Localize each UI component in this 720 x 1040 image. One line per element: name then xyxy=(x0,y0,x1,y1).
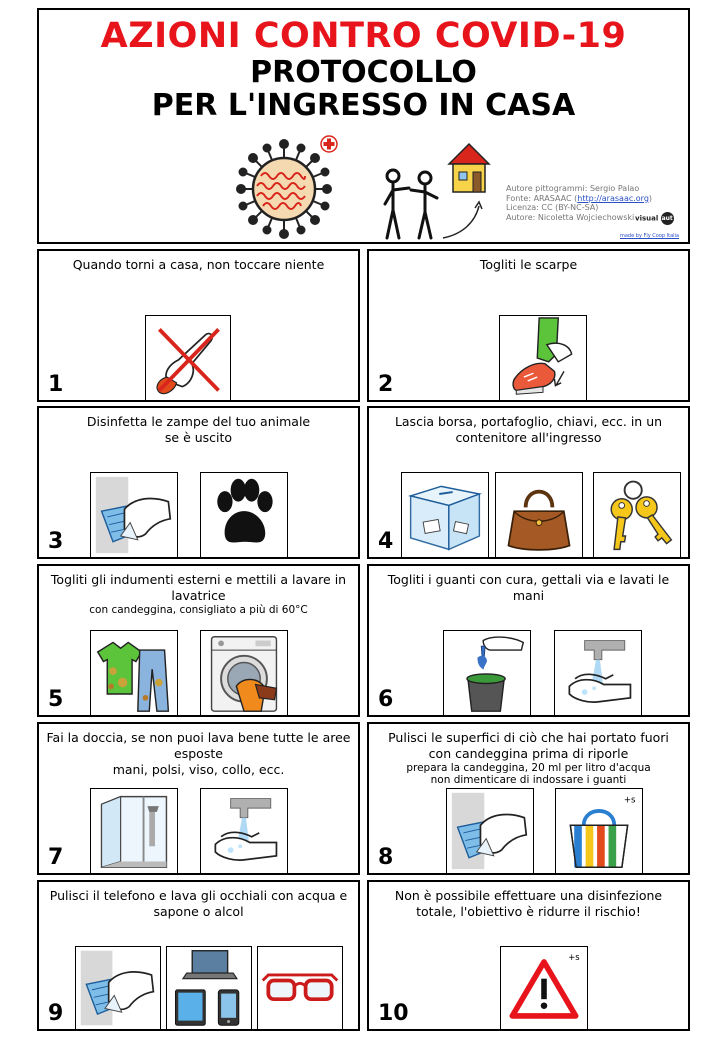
step-panel-9 xyxy=(37,880,360,1031)
step-panel-4 xyxy=(367,406,690,559)
step-9-text: Pulisci il telefono e lava gli occhiali con acqua e sapone o alcol xyxy=(49,888,348,919)
subtitle-line-1: PROTOCOLLO xyxy=(250,55,477,90)
step-9-number: 9 xyxy=(48,1001,64,1026)
wiping-hand-icon xyxy=(75,946,161,1030)
step-4-text: Lascia borsa, portafoglio, chiavi, ecc. in un contenitore all'ingresso xyxy=(394,414,663,445)
step-7-number: 7 xyxy=(48,845,64,870)
step-7-text: Fai la doccia, se non puoi lava bene tutte le aree esposte mani, polsi, viso, collo, ecc. xyxy=(46,730,351,777)
step-1-text: Quando torni a casa, non toccare niente xyxy=(72,257,325,272)
subtitle xyxy=(39,56,688,122)
paw-print-icon xyxy=(200,472,288,558)
step-panel-7 xyxy=(37,722,360,875)
hand-crossed-out-icon xyxy=(145,315,231,401)
logo-badge: aut xyxy=(661,212,674,225)
wiping-hand-icon xyxy=(446,788,534,874)
shower-icon xyxy=(90,788,178,874)
step-2-number: 2 xyxy=(378,372,394,397)
step-2-text: Togliti le scarpe xyxy=(479,257,578,272)
credits-line-license: Licenza: CC (BY-NC-SA) xyxy=(506,203,599,213)
step-8-number: 8 xyxy=(378,845,394,870)
step-panel-2 xyxy=(367,249,690,402)
dirty-clothes-icon xyxy=(90,630,178,716)
header-panel xyxy=(37,8,690,244)
credits-line-author: Autore pittogrammi: Sergio Palao xyxy=(506,184,640,193)
step-8-text: Pulisci le superfici di ciò che hai portato fuori con candeggina prima di riporle prepara la candeggina, 20 ml per litro d'acqua non dimenticare di indossare i guanti xyxy=(388,730,669,786)
step-5-text: Togliti gli indumenti esterni e mettili a lavare in lavatrice con candeggina, consigliato a più di 60°C xyxy=(50,572,347,616)
hand-washing-icon xyxy=(554,630,642,716)
container-box-icon xyxy=(401,472,489,558)
red-cross-icon xyxy=(320,135,338,153)
step-1-number: 1 xyxy=(48,372,64,397)
step-panel-10 xyxy=(367,880,690,1031)
step-3-number: 3 xyxy=(48,529,64,554)
washing-machine-icon xyxy=(200,630,288,716)
step-panel-8 xyxy=(367,722,690,875)
handbag-icon xyxy=(495,472,583,558)
main-title: AZIONI CONTRO COVID-19 xyxy=(100,16,627,56)
glasses-icon xyxy=(257,946,343,1030)
svg-text:+s: +s xyxy=(568,952,580,963)
step-6-number: 6 xyxy=(378,687,394,712)
glove-in-bin-icon xyxy=(443,630,531,716)
step-5-number: 5 xyxy=(48,687,64,712)
people-entering-house-icon xyxy=(379,134,499,242)
credits-block xyxy=(506,184,652,222)
step-3-text: Disinfetta le zampe del tuo animale se è uscito xyxy=(86,414,311,445)
wiping-hand-icon xyxy=(90,472,178,558)
made-by-link[interactable]: made by Fly Coop Italia xyxy=(620,233,680,239)
credits-line-source: Fonte: ARASAAC (http://arasaac.org) xyxy=(506,193,653,203)
step-4-number: 4 xyxy=(378,529,394,554)
visualfor-logo: visual aut xyxy=(635,212,674,225)
hand-washing-icon xyxy=(200,788,288,874)
step-10-number: 10 xyxy=(378,1001,409,1026)
arasaac-link[interactable]: http://arasaac.org xyxy=(577,193,649,203)
keys-icon xyxy=(593,472,681,558)
step-6-text: Togliti i guanti con cura, gettali via e lavati le mani xyxy=(387,572,670,603)
svg-text:+s: +s xyxy=(623,795,636,806)
step-panel-6 xyxy=(367,564,690,717)
credits-line-editor: Autore: Nicoletta Wojciechowski xyxy=(506,212,635,222)
step-panel-3 xyxy=(37,406,360,559)
step-10-text: Non è possibile effettuare una disinfezione totale, l'obiettivo è ridurre il rischio! xyxy=(394,888,663,919)
step-panel-5 xyxy=(37,564,360,717)
warning-sign-icon xyxy=(500,946,588,1030)
step-panel-1 xyxy=(37,249,360,402)
devices-icon xyxy=(166,946,252,1030)
striped-bag-icon xyxy=(555,788,643,874)
subtitle-line-2: PER L'INGRESSO IN CASA xyxy=(151,88,576,123)
shoe-removal-icon xyxy=(499,315,587,401)
